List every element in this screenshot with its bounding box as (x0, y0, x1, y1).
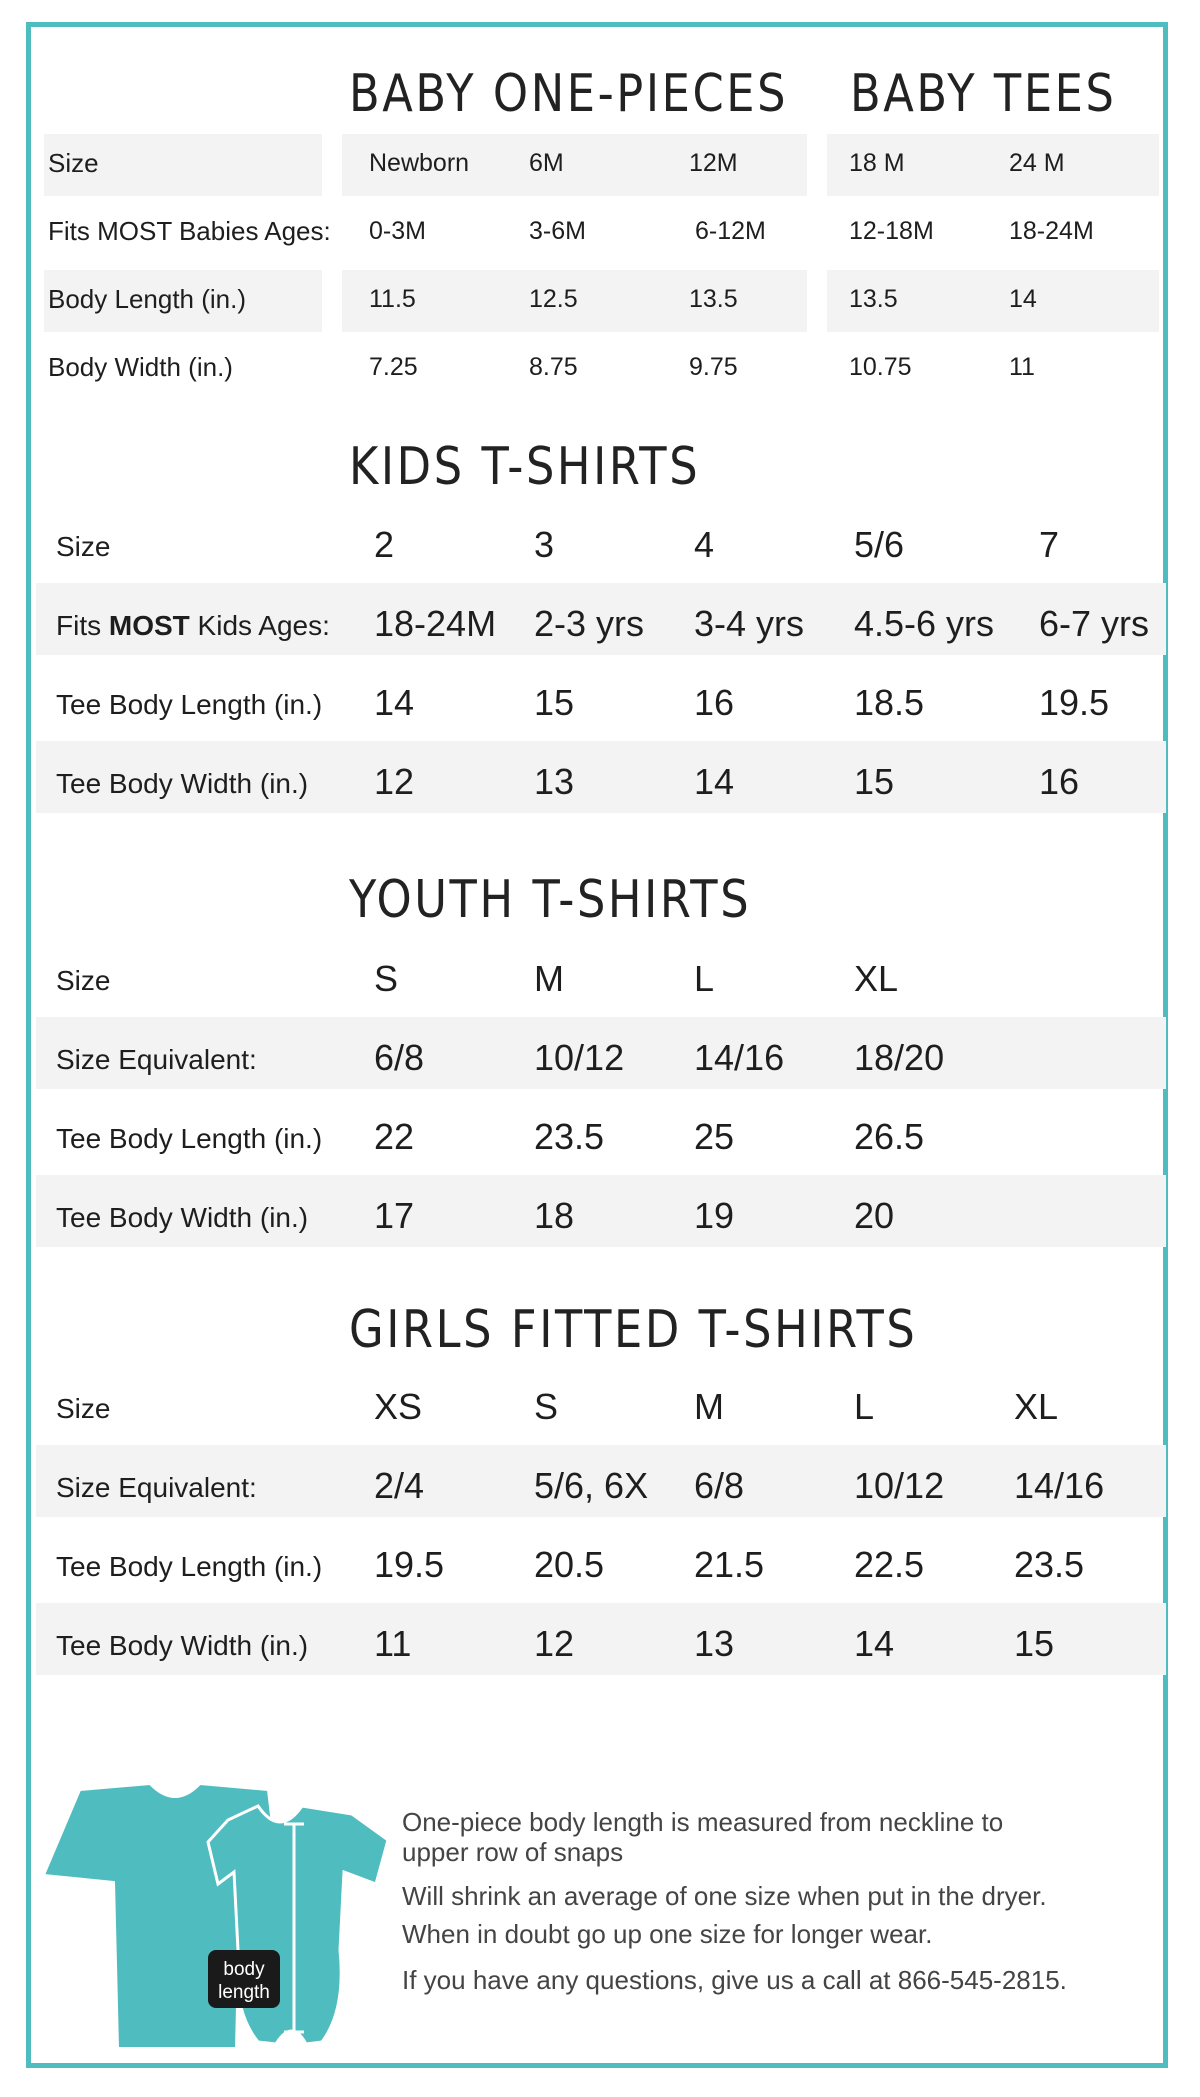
kids-cell: 13 (534, 761, 575, 802)
baby-cell: 0-3M (369, 217, 426, 245)
shirt-onepiece-illustration (40, 1780, 400, 2050)
baby-cell: 3-6M (529, 217, 586, 245)
baby-cell: Newborn (369, 149, 470, 177)
youth-cell: 17 (374, 1195, 415, 1236)
girls-row-label: Tee Body Width (in.) (56, 1630, 309, 1661)
baby-cell: 6M (529, 149, 564, 177)
kids-cell: 18-24M (374, 603, 497, 644)
girls-title: GIRLS FITTED T-SHIRTS (349, 1300, 918, 1360)
girls-row-label: Tee Body Length (in.) (56, 1551, 323, 1582)
kids-cell: 16 (694, 682, 735, 723)
baby-row-label: Body Length (in.) (48, 284, 247, 314)
baby-cell: 13.5 (689, 285, 738, 313)
kids-label-suffix: Kids Ages: (189, 610, 330, 641)
note-size-up: When in doubt go up one size for longer wear. (402, 1919, 933, 1949)
kids-row-label: Tee Body Length (in.) (56, 689, 323, 720)
youth-row-label: Size (56, 965, 111, 996)
kids-cell: 3 (534, 524, 555, 565)
baby-tees-title: BABY TEES (850, 64, 1117, 124)
baby-cell: 12.5 (529, 285, 578, 313)
youth-cell: 18/20 (854, 1037, 945, 1078)
youth-cell: 19 (694, 1195, 735, 1236)
baby-cell: 9.75 (689, 353, 738, 381)
baby-cell: 8.75 (529, 353, 578, 381)
girls-cell: 15 (1014, 1623, 1055, 1664)
kids-cell: 2-3 yrs (534, 603, 645, 644)
kids-title: KIDS T-SHIRTS (349, 437, 701, 497)
badge-line1: body (223, 1959, 265, 1980)
note-contact: If you have any questions, give us a call at 866-545-2815. (402, 1965, 1067, 1995)
youth-cell: 18 (534, 1195, 575, 1236)
girls-cell: XS (374, 1386, 423, 1427)
youth-cell: 20 (854, 1195, 895, 1236)
baby-cell: 14 (1009, 285, 1037, 313)
baby-cell: 13.5 (849, 285, 898, 313)
youth-cell: 23.5 (534, 1116, 605, 1157)
kids-cell: 16 (1039, 761, 1080, 802)
youth-cell: 10/12 (534, 1037, 625, 1078)
baby-cell: 18-24M (1009, 217, 1094, 245)
girls-cell: 2/4 (374, 1465, 425, 1506)
girls-cell: 22.5 (854, 1544, 925, 1585)
kids-row-label (56, 612, 330, 640)
youth-cell: L (694, 958, 715, 999)
baby-cell: 12-18M (849, 217, 934, 245)
kids-cell: 15 (854, 761, 895, 802)
kids-cell: 5/6 (854, 524, 905, 565)
girls-cell: 20.5 (534, 1544, 605, 1585)
baby-cell: 6-12M (695, 217, 766, 245)
baby-cell: 11.5 (369, 285, 416, 313)
kids-cell: 18.5 (854, 682, 925, 723)
kids-label-prefix: Fits (56, 610, 109, 641)
youth-row-label: Tee Body Length (in.) (56, 1123, 323, 1154)
youth-cell: 14/16 (694, 1037, 785, 1078)
girls-cell: XL (1014, 1386, 1059, 1427)
badge-line2: length (218, 1982, 270, 2003)
baby-cell: 10.75 (849, 353, 912, 381)
youth-cell: 6/8 (374, 1037, 425, 1078)
girls-cell: M (694, 1386, 724, 1427)
baby-cell: 12M (689, 149, 738, 177)
kids-cell: 2 (374, 524, 395, 565)
kids-cell: 4 (694, 524, 715, 565)
baby-cell: 18 M (849, 149, 905, 177)
girls-cell: S (534, 1386, 559, 1427)
youth-cell: M (534, 958, 564, 999)
girls-cell: 12 (534, 1623, 575, 1664)
youth-cell: XL (854, 958, 899, 999)
note-measure-line1: One-piece body length is measured from neckline to (402, 1807, 1004, 1837)
girls-cell: 21.5 (694, 1544, 765, 1585)
girls-cell: 11 (374, 1623, 412, 1664)
kids-label-bold: MOST (108, 610, 190, 641)
kids-cell: 14 (694, 761, 735, 802)
girls-row-label: Size Equivalent: (56, 1472, 257, 1503)
kids-cell: 15 (534, 682, 575, 723)
girls-cell: 14 (854, 1623, 895, 1664)
baby-cell: 11 (1009, 353, 1035, 381)
youth-cell: 26.5 (854, 1116, 925, 1157)
baby-onepieces-title: BABY ONE-PIECES (349, 64, 789, 124)
girls-cell: 13 (694, 1623, 735, 1664)
youth-cell: S (374, 958, 399, 999)
kids-cell: 4.5-6 yrs (854, 603, 995, 644)
note-measure-line2: upper row of snaps (402, 1837, 624, 1867)
girls-cell: 14/16 (1014, 1465, 1105, 1506)
girls-cell: 10/12 (854, 1465, 945, 1506)
kids-cell: 3-4 yrs (694, 603, 805, 644)
baby-cell: 24 M (1009, 149, 1065, 177)
baby-row-label: Size (48, 148, 99, 178)
kids-row-label: Size (56, 531, 111, 562)
kids-cell: 19.5 (1039, 682, 1110, 723)
kids-cell: 12 (374, 761, 415, 802)
girls-cell: 23.5 (1014, 1544, 1085, 1585)
youth-row-label: Size Equivalent: (56, 1044, 257, 1075)
youth-cell: 22 (374, 1116, 415, 1157)
youth-cell: 25 (694, 1116, 735, 1157)
girls-cell: 5/6, 6X (534, 1465, 649, 1506)
girls-cell: L (854, 1386, 875, 1427)
kids-row-label: Tee Body Width (in.) (56, 768, 309, 799)
girls-cell: 19.5 (374, 1544, 445, 1585)
youth-row-label: Tee Body Width (in.) (56, 1202, 309, 1233)
kids-cell: 14 (374, 682, 415, 723)
note-shrink: Will shrink an average of one size when put in the dryer. (402, 1881, 1047, 1911)
baby-row-label: Fits MOST Babies Ages: (48, 216, 331, 246)
youth-title: YOUTH T-SHIRTS (349, 870, 752, 930)
baby-cell: 7.25 (369, 353, 418, 381)
baby-row-label: Body Width (in.) (48, 352, 233, 382)
kids-cell: 7 (1039, 524, 1060, 565)
kids-cell: 6-7 yrs (1039, 603, 1150, 644)
girls-cell: 6/8 (694, 1465, 745, 1506)
girls-row-label: Size (56, 1393, 111, 1424)
